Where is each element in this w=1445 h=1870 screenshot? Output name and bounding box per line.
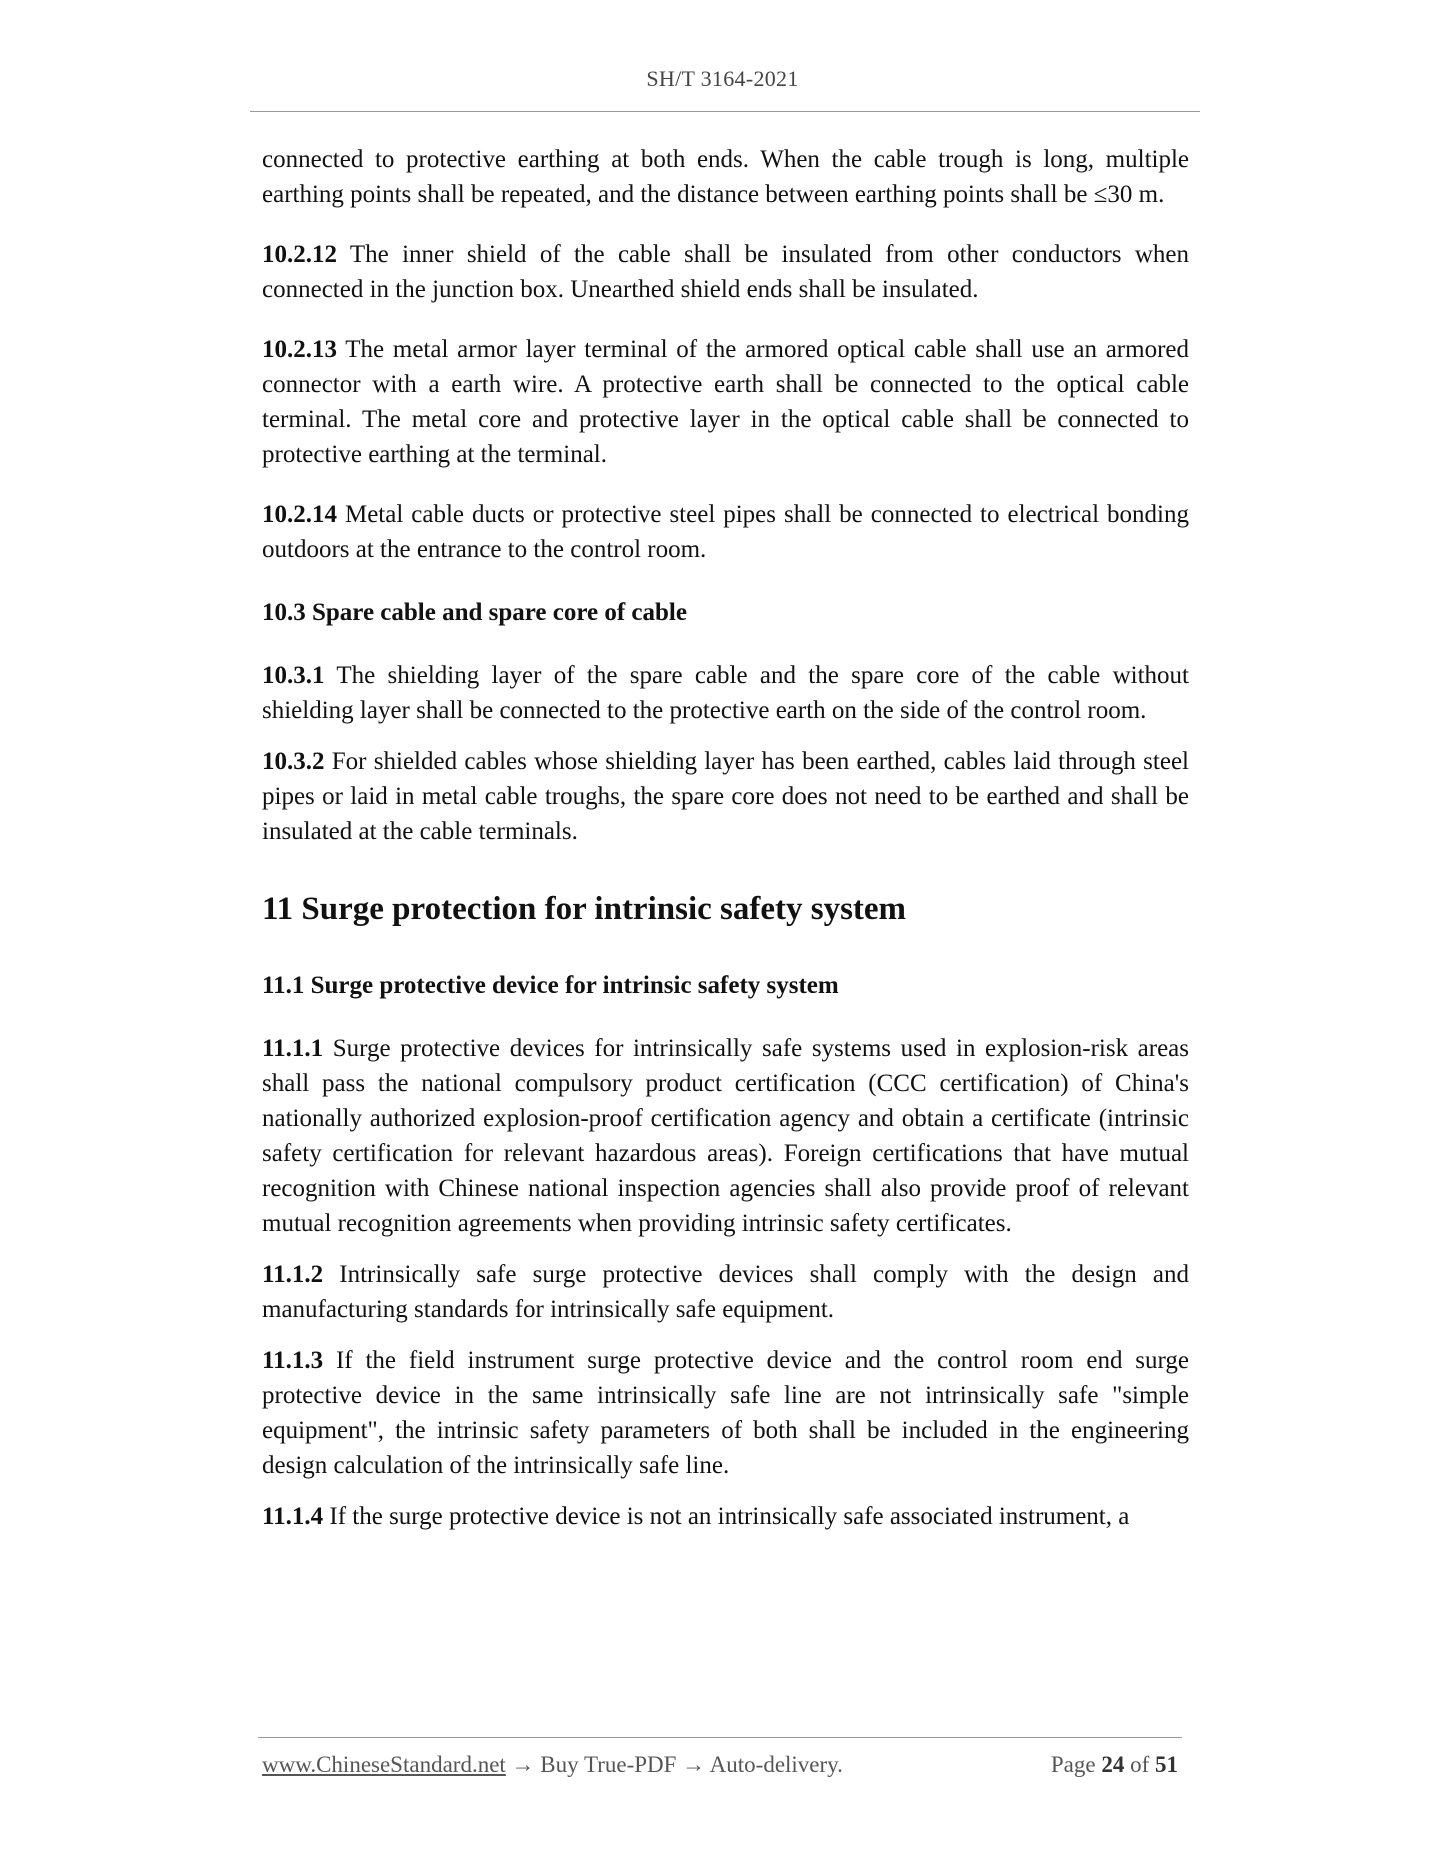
section-heading-10-3: 10.3 Spare cable and spare core of cable bbox=[262, 599, 687, 626]
website-link[interactable]: www.ChineseStandard.net bbox=[262, 1752, 506, 1777]
clause-10-3-2 bbox=[262, 744, 1189, 849]
clause-number: 10.3.1 bbox=[262, 662, 325, 689]
footer-promo bbox=[262, 1752, 843, 1778]
clause-10-2-12 bbox=[262, 237, 1189, 307]
chapter-heading-11: 11 Surge protection for intrinsic safety system bbox=[262, 891, 907, 927]
clause-number: 11.1.4 bbox=[262, 1503, 324, 1530]
page-footer bbox=[262, 1752, 1182, 1786]
clause-11-1-1 bbox=[262, 1031, 1189, 1241]
promo-text: → Buy True-PDF → Auto-delivery. bbox=[505, 1752, 843, 1777]
clause-text: Surge protective devices for intrinsically safe systems used in explosion-risk areas shall pass the national compulsory product certification (CCC certification) of China's nationally authorized explosion-proof certification agency and obtain a certificate (intrinsic safety certification for relevant hazardous areas). Foreign certifications that have mutual recognition with Chinese national inspection agencies shall also provide proof of relevant mutual recognition agreements when providing intrinsic safety certificates. bbox=[262, 1035, 1189, 1237]
clause-text: If the surge protective device is not an intrinsically safe associated instrument, a bbox=[323, 1503, 1130, 1530]
clause-text: The metal armor layer terminal of the armored optical cable shall use an armored connector with a earth wire. A protective earth shall be connected to the optical cable terminal. The metal core and protective layer in the optical cable shall be connected to protective earthing at the terminal. bbox=[262, 336, 1189, 468]
section-heading-11-1: 11.1 Surge protective device for intrinsic safety system bbox=[262, 972, 839, 999]
clause-number: 10.2.13 bbox=[262, 336, 337, 363]
clause-10-2-13 bbox=[262, 332, 1189, 472]
clause-text: For shielded cables whose shielding layer has been earthed, cables laid through steel pipes or laid in metal cable troughs, the spare core does not need to be earthed and shall be insulated at the cable terminals. bbox=[262, 748, 1189, 845]
current-page: 24 bbox=[1101, 1752, 1125, 1777]
header-divider bbox=[250, 111, 1200, 112]
clause-10-3-1 bbox=[262, 658, 1189, 728]
clause-number: 10.3.2 bbox=[262, 748, 325, 775]
clause-number: 11.1.2 bbox=[262, 1261, 324, 1288]
total-pages: 51 bbox=[1155, 1752, 1178, 1777]
clause-11-1-2 bbox=[262, 1257, 1189, 1327]
clause-10-2-14 bbox=[262, 497, 1189, 567]
clause-text: The inner shield of the cable shall be insulated from other conductors when connected in the junction box. Unearthed shield ends shall be insulated. bbox=[262, 241, 1189, 303]
page-number: Page 24 of 51 bbox=[1050, 1752, 1178, 1777]
clause-number: 11.1.3 bbox=[262, 1347, 324, 1374]
clause-number: 10.2.12 bbox=[262, 241, 337, 268]
page-body bbox=[262, 142, 1189, 1534]
clause-text: Metal cable ducts or protective steel pipes shall be connected to electrical bonding outdoors at the entrance to the control room. bbox=[262, 501, 1189, 563]
footer-divider bbox=[258, 1737, 1182, 1738]
clause-number: 10.2.14 bbox=[262, 501, 337, 528]
clause-text: The shielding layer of the spare cable and the spare core of the cable without shielding layer shall be connected to the protective earth on the side of the control room. bbox=[262, 662, 1189, 724]
clause-text: If the field instrument surge protective device and the control room end surge protective device in the same intrinsically safe line are not intrinsically safe "simple equipment", the intrinsic safety parameters of both shall be included in the engineering design calculation of the intrinsically safe line. bbox=[262, 1347, 1189, 1479]
clause-11-1-3 bbox=[262, 1343, 1189, 1483]
document-code: SH/T 3164-2021 bbox=[646, 66, 799, 91]
running-header bbox=[0, 66, 1445, 92]
clause-number: 11.1.1 bbox=[262, 1035, 324, 1062]
paragraph-continued: connected to protective earthing at both ends. When the cable trough is long, multiple earthing points shall be repeated, and the distance between earthing points shall be ≤30 m. bbox=[262, 146, 1189, 208]
clause-text: Intrinsically safe surge protective devices shall comply with the design and manufacturing standards for intrinsically safe equipment. bbox=[262, 1261, 1189, 1323]
clause-11-1-4 bbox=[262, 1499, 1189, 1534]
